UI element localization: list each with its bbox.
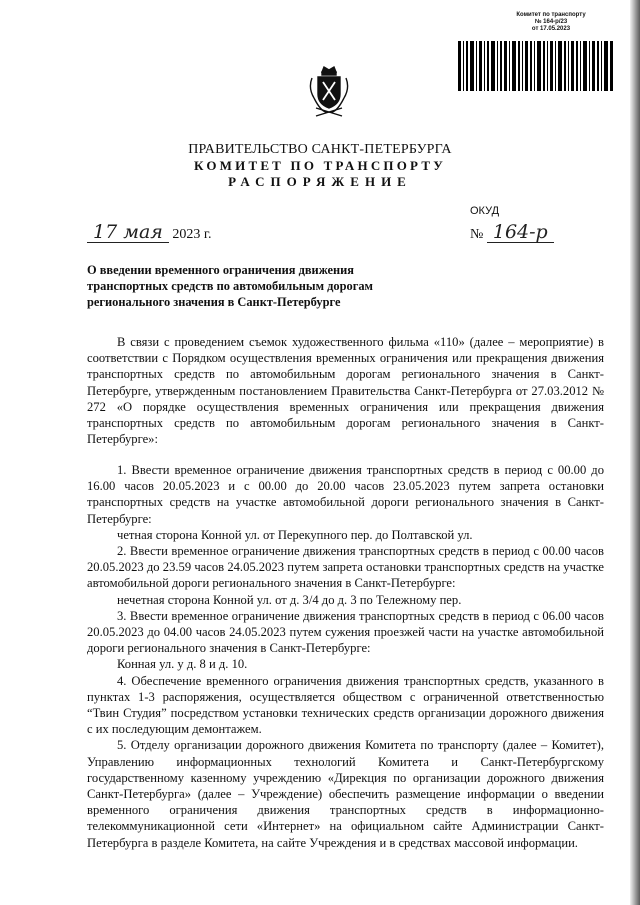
number-prefix: №: [470, 227, 484, 242]
handwritten-number: 164-р: [487, 222, 554, 243]
okud-label: ОКУД: [470, 205, 500, 217]
item-1: 1. Ввести временное ограничение движения транспортных средств в период с 00.00 до 16.00 часов 20.05.2023 и с 00.00 до 20.00 часов 23.05.2023 путем запрета остановки транспортных средств на участке автомобильной дороги регионального значения в Санкт-Петербурге:: [87, 463, 604, 526]
item-2-location: нечетная сторона Конной ул. от д. 3/4 до д. 3 по Тележному пер.: [117, 592, 462, 607]
barcode: [456, 41, 616, 91]
coat-of-arms-emblem: [308, 64, 350, 120]
document-date: [87, 222, 212, 243]
document-title: О введении временного ограничения движения транспортных средств по автомобильным дорогам регионального значения в Санкт-Петербурге: [87, 263, 373, 309]
handwritten-date: 17 мая: [87, 222, 169, 243]
government-heading: ПРАВИТЕЛЬСТВО САНКТ-ПЕТЕРБУРГА: [188, 142, 452, 157]
scan-edge-shadow: [630, 0, 640, 905]
date-year: 2023 г.: [172, 227, 212, 242]
stamp-line-2: № 164-р/23: [534, 19, 568, 25]
item-2: 2. Ввести временное ограничение движения транспортных средств в период с 00.00 часов 20.05.2023 до 23.59 часов 24.05.2023 путем запрета остановки транспортных средств на участке автомобильной дороги регионального значения в Санкт-Петербурге:: [87, 544, 604, 591]
document-number: [470, 222, 554, 243]
committee-heading: КОМИТЕТ ПО ТРАНСПОРТУ: [194, 158, 446, 173]
item-4: 4. Обеспечение временного ограничения движения транспортных средств, указанного в пунктах 1-3 распоряжения, осуществляется обществом с ограниченной ответственностью “Твин Студия” посредством установки технических средств организации дорожного движения с их последующим демонтажем.: [87, 673, 604, 737]
registration-stamp: [456, 12, 616, 33]
item-1-location: четная сторона Конной ул. от Перекупного пер. до Полтавской ул.: [117, 527, 473, 542]
preamble-text: В связи с проведением съемок художественного фильма «110» (далее – мероприятие) в соответствии с Порядком осуществления временных ограничения или прекращения движения транспортных средств по автомобильным дорогам регионального значения в Санкт-Петербурге, утвержденным постановлением Правительства Санкт-Петербурга от 27.03.2012 № 272 «О порядке осуществления временных ограничения или прекращения движения транспортных средств по автомобильным дорогам регионального значения в Санкт-Петербурге»:: [87, 335, 604, 447]
preamble: [87, 334, 604, 447]
item-3-location: Конная ул. у д. 8 и д. 10.: [117, 657, 248, 672]
document-type-heading: РАСПОРЯЖЕНИЕ: [228, 174, 412, 189]
order-items: [87, 462, 604, 851]
stamp-line-1: Комитет по транспорту: [516, 12, 586, 18]
item-3: 3. Ввести временное ограничение движения транспортных средств в период с 06.00 часов 20.05.2023 до 04.00 часов 24.05.2023 путем сужения проезжей части на участке автомобильной дороги регионального значения в Санкт-Петербурге:: [87, 608, 604, 656]
item-5: 5. Отделу организации дорожного движения Комитета по транспорту (далее – Комитет), Управлению информационных технологий Комитета и Санкт-Петербургскому государственному казенному учреждению «Дирекция по организации дорожного движения Санкт-Петербурга» (далее – Учреждение) обеспечить размещение информации о введении временного ограничения движения транспортных средств в информационно-телекоммуникационной сети «Интернет» на официальном сайте Администрации Санкт-Петербурга в разделе Комитета, на сайте Учреждения и в средствах массовой информации.: [87, 738, 604, 850]
stamp-line-3: от 17.05.2023: [531, 26, 571, 32]
